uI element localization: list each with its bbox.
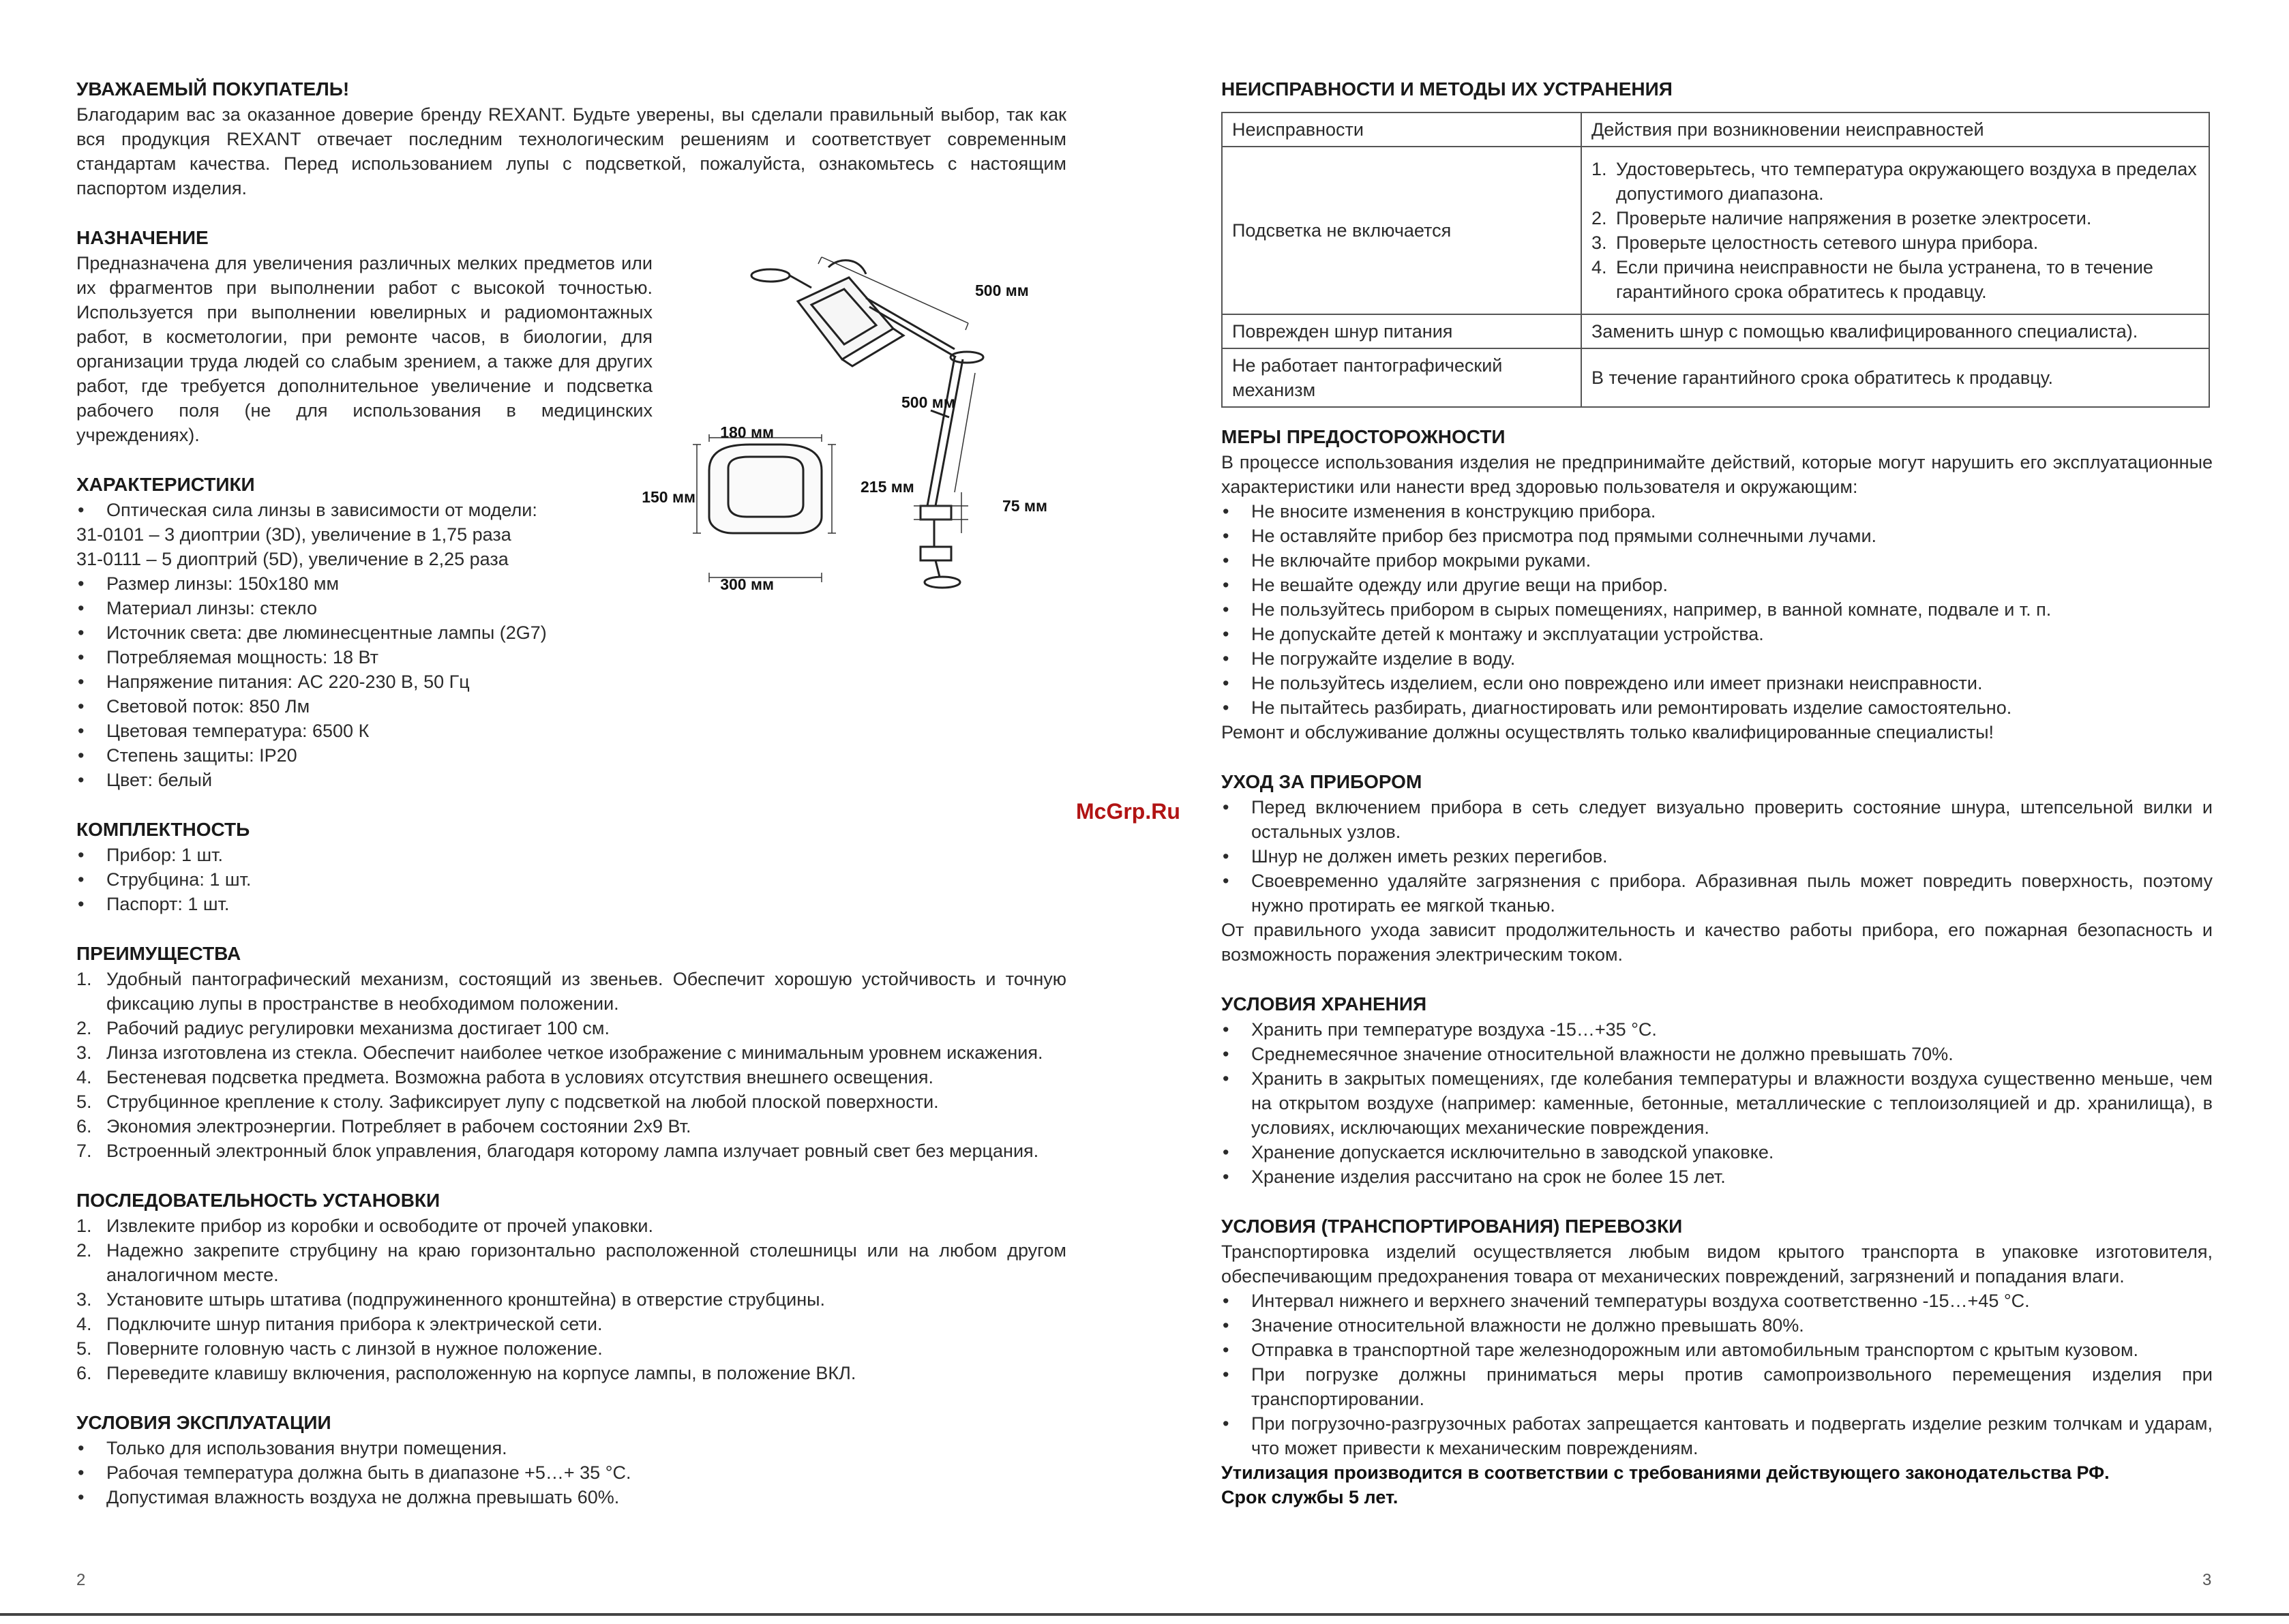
characteristics-title: ХАРАКТЕРИСТИКИ — [76, 474, 255, 495]
list-item — [76, 1287, 1066, 1312]
care-list — [1221, 795, 2213, 918]
list-number: 2. — [1591, 208, 1607, 228]
list-item: • Хранить в закрытых помещениях, где колебания температуры и влажности воздуха существенно меньше, чем на открытом воздухе (например: каменные, бетонные, металлические с теплоизоляцией и др. хранилища), в условиях, исключающих механические повреждения. — [1221, 1066, 2213, 1140]
list-item: • Не допускайте детей к монтажу и эксплуатации устройства. — [1221, 622, 2213, 646]
list-number: 4. — [76, 1067, 92, 1087]
list-item: • Размер линзы: 150х180 мм — [76, 571, 690, 596]
list-item — [76, 1139, 1066, 1163]
dim-label-lens: 150 мм — [642, 488, 695, 506]
list-text: Извлеките прибор из коробки и освободите от прочей упаковки. — [106, 1216, 653, 1236]
list-item: • При погрузке должны приниматься меры против самопроизвольного перемещения изделия при транспортировании. — [1221, 1362, 2213, 1411]
list-text: Переведите клавишу включения, расположенную на корпусе лампы, в положение ВКЛ. — [106, 1363, 856, 1383]
list-item — [76, 1040, 1066, 1065]
list-item: • Струбцина: 1 шт. — [76, 867, 1066, 892]
lamp-clamp-shape — [921, 506, 951, 520]
list-text: Проверьте целостность сетевого шнура прибора. — [1616, 232, 2039, 253]
list-text: Установите штырь штатива (подпружиненного кронштейна) в отверстие струбцины. — [106, 1289, 826, 1310]
list-item: • Рабочая температура должна быть в диапазоне +5…+ 35 °С. — [76, 1460, 1066, 1485]
list-item — [76, 1336, 1066, 1361]
list-item: • Степень защиты: IP20 — [76, 743, 690, 768]
installation-list — [76, 1214, 1066, 1385]
list-item: • Значение относительной влажности не должно превышать 80%. — [1221, 1313, 2213, 1338]
service-life-note: Срок службы 5 лет. — [1221, 1487, 1398, 1507]
list-item: 31-0111 – 5 диоптрий (5D), увеличение в 2,25 раза — [76, 549, 509, 569]
list-item — [76, 1214, 1066, 1238]
table-cell: В течение гарантийного срока обратитесь к продавцу. — [1581, 348, 2209, 407]
list-item: • Прибор: 1 шт. — [76, 843, 1066, 867]
advantages-section — [76, 941, 1066, 1163]
dim-label-head-width: 180 мм — [720, 423, 774, 441]
list-text: Линза изготовлена из стекла. Обеспечит наиболее четкое изображение с минимальным уровнем искажения. — [106, 1042, 1043, 1063]
list-item — [1591, 157, 2199, 206]
list-text: Удобный пантографический механизм, состоящий из звеньев. Обеспечит хорошую устойчивость и точную фиксацию лупы в пространстве в необходимом положении. — [106, 969, 1066, 1014]
installation-title: ПОСЛЕДОВАТЕЛЬНОСТЬ УСТАНОВКИ — [76, 1190, 440, 1211]
list-number: 3. — [1591, 232, 1607, 253]
list-number: 6. — [76, 1116, 92, 1137]
storage-list — [1221, 1017, 2213, 1189]
list-item — [76, 1065, 1066, 1089]
page-number-right: 3 — [2202, 1571, 2212, 1589]
disposal-note: Утилизация производится в соответствии с требованиями действующего законодательства РФ. — [1221, 1462, 2110, 1483]
table-header-cell: Неисправности — [1222, 112, 1581, 147]
list-item: • Не включайте прибор мокрыми руками. — [1221, 548, 2213, 573]
list-item: • Отправка в транспортной таре железнодорожным или автомобильным транспортом с крытым кузовом. — [1221, 1338, 2213, 1362]
greeting-text: Благодарим вас за оказанное доверие бренду REXANT. Будьте уверены, вы сделали правильный выбор, так как вся продукция REXANT отвечает последним технологическим решениям и соответствует современным стандартам качества. Перед использованием лупы с подсветкой, пожалуйста, ознакомьтесь с настоящим паспортом изделия. — [76, 104, 1066, 198]
operation-section — [76, 1410, 1066, 1509]
list-item: • Не пользуйтесь изделием, если оно повреждено или имеет признаки неисправности. — [1221, 671, 2213, 695]
faults-table — [1221, 112, 2210, 408]
transport-list — [1221, 1289, 2213, 1460]
advantages-title: ПРЕИМУЩЕСТВА — [76, 943, 241, 964]
list-item: 31-0101 – 3 диоптрии (3D), увеличение в 1,75 раза — [76, 524, 511, 545]
table-cell: Подсветка не включается — [1222, 147, 1581, 314]
list-item: • Не вносите изменения в конструкцию прибора. — [1221, 499, 2213, 524]
kit-section — [76, 817, 1066, 916]
list-item: • Допустимая влажность воздуха не должна превышать 60%. — [76, 1485, 1066, 1509]
list-item: • Цвет: белый — [76, 768, 690, 792]
transport-title: УСЛОВИЯ (ТРАНСПОРТИРОВАНИЯ) ПЕРЕВОЗКИ — [1221, 1216, 1683, 1237]
list-item — [1591, 255, 2199, 304]
list-item — [76, 967, 1066, 1016]
list-item: • Паспорт: 1 шт. — [76, 892, 1066, 916]
care-title: УХОД ЗА ПРИБОРОМ — [1221, 771, 1422, 792]
list-text: Поверните головную часть с линзой в нужное положение. — [106, 1338, 603, 1359]
list-item: • Не оставляйте прибор без присмотра под прямыми солнечными лучами. — [1221, 524, 2213, 548]
list-item — [76, 1016, 1066, 1040]
list-item — [76, 1114, 1066, 1139]
list-item: • Источник света: две люминесцентные лампы (2G7) — [76, 620, 690, 645]
bottom-divider — [0, 1613, 2289, 1616]
list-item: • Интервал нижнего и верхнего значений температуры воздуха соответственно -15…+45 °С. — [1221, 1289, 2213, 1313]
precautions-title: МЕРЫ ПРЕДОСТОРОЖНОСТИ — [1221, 426, 1506, 447]
list-item — [76, 1312, 1066, 1336]
list-item: • Только для использования внутри помещения. — [76, 1436, 1066, 1460]
care-section — [1221, 769, 2213, 967]
list-number: 1. — [76, 969, 92, 989]
faults-title: НЕИСПРАВНОСТИ И МЕТОДЫ ИХ УСТРАНЕНИЯ — [1221, 78, 1673, 100]
list-number: 3. — [76, 1042, 92, 1063]
list-item: • Световой поток: 850 Лм — [76, 694, 690, 719]
list-number: 2. — [76, 1240, 92, 1261]
list-text: Удостоверьтесь, что температура окружающего воздуха в пределах допустимого диапазона. — [1616, 159, 2197, 204]
list-text: Если причина неисправности не была устранена, то в течение гарантийного срока обратитесь к продавцу. — [1616, 257, 2153, 302]
list-number: 4. — [76, 1314, 92, 1334]
transport-intro: Транспортировка изделий осуществляется любым видом крытого транспорта в упаковке изготовителя, обеспечивающим предохранения товара от механических повреждений, загрязнений и попадания влаги. — [1221, 1242, 2213, 1287]
advantages-list — [76, 967, 1066, 1163]
kit-list — [76, 843, 1066, 916]
watermark: McGrp.Ru — [1076, 799, 1180, 824]
table-cell: Не работает пантографический механизм — [1222, 348, 1581, 407]
storage-title: УСЛОВИЯ ХРАНЕНИЯ — [1221, 993, 1427, 1014]
list-item — [1591, 206, 2199, 230]
operation-list — [76, 1436, 1066, 1509]
list-item: • Напряжение питания: AC 220-230 В, 50 Гц — [76, 670, 690, 694]
list-text: Струбцинное крепление к столу. Зафиксирует лупу с подсветкой на любой плоской поверхности. — [106, 1092, 939, 1112]
care-outro: От правильного ухода зависит продолжительность и качество работы прибора, его пожарная безопасность и возможность поражения электрическим током. — [1221, 920, 2213, 965]
table-cell: Поврежден шнур питания — [1222, 314, 1581, 348]
storage-section — [1221, 991, 2213, 1189]
table-cell: Заменить шнур с помощью квалифицированного специалиста). — [1581, 314, 2209, 348]
list-item: • Оптическая сила линзы в зависимости от модели: — [76, 498, 690, 522]
table-row — [1222, 348, 2209, 407]
list-text: Подключите шнур питания прибора к электрической сети. — [106, 1314, 603, 1334]
list-item — [76, 1089, 1066, 1114]
dim-label-head-height: 215 мм — [861, 478, 914, 496]
operation-title: УСЛОВИЯ ЭКСПЛУАТАЦИИ — [76, 1412, 331, 1433]
list-item: • Перед включением прибора в сеть следует визуально проверить состояние шнура, штепсельной вилки и остальных узлов. — [1221, 795, 2213, 844]
purpose-text: Предназначена для увеличения различных мелких предметов или их фрагментов при выполнении работ с высокой точностью. Используется при выполнении ювелирных и радиомонтажных работ, в косметологии, при ремонте часов, в биологии, для организации труда людей со слабым зрением, а также для других работ, где требуется дополнительное увеличение и подсветка рабочего поля (не для использования в медицинских учреждениях). — [76, 253, 653, 445]
list-text: Встроенный электронный блок управления, благодаря которому лампа излучает ровный свет без мерцания. — [106, 1141, 1039, 1161]
list-item: • Хранение допускается исключительно в заводской упаковке. — [1221, 1140, 2213, 1164]
list-item: • Цветовая температура: 6500 К — [76, 719, 690, 743]
list-text: Надежно закрепите струбцину на краю горизонтально расположенной столешницы или на любом другом аналогичном месте. — [106, 1240, 1066, 1285]
list-item: • Своевременно удаляйте загрязнения с прибора. Абразивная пыль может повредить поверхность, поэтому нужно протирать ее мягкой тканью. — [1221, 869, 2213, 918]
dim-label-clamp: 75 мм — [1002, 497, 1048, 515]
table-cell — [1581, 147, 2209, 314]
list-item: • Потребляемая мощность: 18 Вт — [76, 645, 690, 670]
table-header-cell: Действия при возникновении неисправностей — [1581, 112, 2209, 147]
dim-label-arm-top: 500 мм — [975, 282, 1029, 299]
table-row — [1222, 314, 2209, 348]
right-page — [1221, 76, 2213, 1509]
list-number: 6. — [76, 1363, 92, 1383]
list-item: • Материал линзы: стекло — [76, 596, 690, 620]
table-row — [1222, 112, 2209, 147]
table-row — [1222, 147, 2209, 314]
transport-section — [1221, 1214, 2213, 1509]
list-number: 2. — [76, 1018, 92, 1038]
page-number-left: 2 — [76, 1571, 86, 1589]
precautions-section — [1221, 424, 2213, 745]
list-text: Экономия электроэнергии. Потребляет в рабочем состоянии 2х9 Вт. — [106, 1116, 691, 1137]
list-number: 1. — [1591, 159, 1607, 179]
greeting-title: УВАЖАЕМЫЙ ПОКУПАТЕЛЬ! — [76, 78, 350, 100]
lamp-arm-lower — [927, 357, 963, 506]
list-item: • Среднемесячное значение относительной влажности не должно превышать 70%. — [1221, 1042, 2213, 1066]
dim-label-base: 300 мм — [720, 575, 774, 593]
list-item: • Хранение изделия рассчитано на срок не более 15 лет. — [1221, 1164, 2213, 1189]
list-number: 7. — [76, 1141, 92, 1161]
precautions-intro: В процессе использования изделия не предпринимайте действий, которые могут нарушить его эксплуатационные характеристики или нанести вред здоровью пользователя и окружающим: — [1221, 452, 2213, 497]
list-item: • Не погружайте изделие в воду. — [1221, 646, 2213, 671]
list-item: • Не пытайтесь разбирать, диагностировать или ремонтировать изделие самостоятельно. — [1221, 695, 2213, 720]
list-text: Проверьте наличие напряжения в розетке электросети. — [1616, 208, 2092, 228]
list-number: 5. — [76, 1338, 92, 1359]
lamp-dimension-diagram — [642, 179, 1077, 615]
installation-section — [76, 1188, 1066, 1385]
list-number: 4. — [1591, 257, 1607, 277]
fault-actions-list — [1591, 157, 2199, 304]
list-text: Рабочий радиус регулировки механизма достигает 100 см. — [106, 1018, 610, 1038]
list-number: 1. — [76, 1216, 92, 1236]
list-item — [1591, 230, 2199, 255]
dim-label-arm-mid: 500 мм — [901, 393, 955, 411]
precautions-outro: Ремонт и обслуживание должны осуществлять только квалифицированные специалисты! — [1221, 722, 1994, 742]
list-item — [76, 1361, 1066, 1385]
precautions-list — [1221, 499, 2213, 720]
list-item: • Шнур не должен иметь резких перегибов. — [1221, 844, 2213, 869]
purpose-title: НАЗНАЧЕНИЕ — [76, 227, 209, 248]
list-number: 3. — [76, 1289, 92, 1310]
list-number: 5. — [76, 1092, 92, 1112]
list-item — [76, 1238, 1066, 1287]
list-item: • Не пользуйтесь прибором в сырых помещениях, например, в ванной комнате, подвале и т. п. — [1221, 597, 2213, 622]
list-item: • Не вешайте одежду или другие вещи на прибор. — [1221, 573, 2213, 597]
list-item: • При погрузочно-разгрузочных работах запрещается кантовать и подвергать изделие резким толчкам и ударам, что может привести к механическим повреждениям. — [1221, 1411, 2213, 1460]
characteristics-list — [76, 498, 690, 792]
faults-section — [1221, 76, 2213, 408]
kit-title: КОМПЛЕКТНОСТЬ — [76, 819, 250, 840]
list-text: Бестеневая подсветка предмета. Возможна работа в условиях отсутствия внешнего освещения. — [106, 1067, 933, 1087]
list-item: • Хранить при температуре воздуха -15…+35 °С. — [1221, 1017, 2213, 1042]
